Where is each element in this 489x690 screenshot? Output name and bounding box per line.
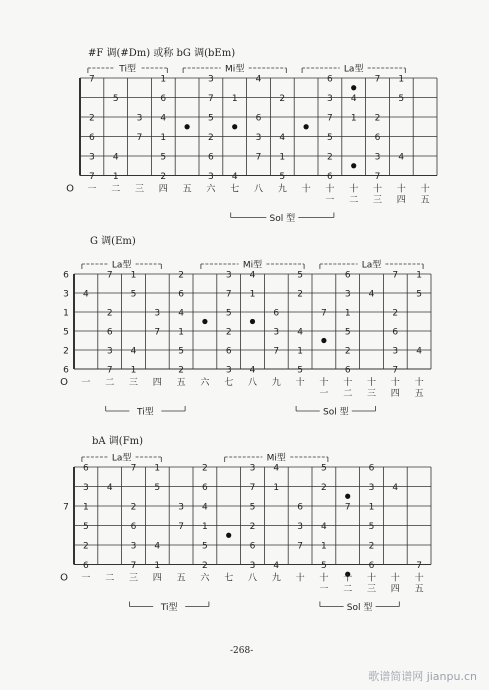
fret-label: 十 bbox=[295, 378, 305, 388]
note-number: 3 bbox=[208, 172, 214, 182]
position-dot bbox=[304, 124, 309, 129]
note-number: 2 bbox=[225, 327, 232, 338]
note-number: 2 bbox=[279, 94, 286, 104]
fret-label: 十 bbox=[366, 378, 377, 388]
note-number: 1 bbox=[130, 365, 137, 376]
note-number: 5 bbox=[249, 502, 256, 513]
fret-label: 二 bbox=[111, 184, 121, 195]
note-number: 7 bbox=[130, 463, 137, 474]
note-number: 7 bbox=[106, 365, 113, 376]
note-number: 4 bbox=[398, 152, 405, 163]
string-label: 1 bbox=[63, 308, 69, 319]
fret-label: 十 bbox=[366, 573, 377, 584]
note-number: 6 bbox=[83, 463, 89, 474]
fret-label-sub: 三 bbox=[372, 195, 383, 206]
note-number: 5 bbox=[208, 113, 214, 124]
note-number: 1 bbox=[112, 172, 119, 182]
note-number: 3 bbox=[327, 94, 333, 104]
fret-label: 三 bbox=[134, 184, 145, 195]
fret-label-sub: 三 bbox=[366, 389, 377, 399]
fret-label: 六 bbox=[200, 573, 210, 584]
scale-form-label: La型 bbox=[343, 64, 364, 75]
note-number: 5 bbox=[154, 483, 161, 493]
note-number: 4 bbox=[297, 327, 303, 338]
note-number: 1 bbox=[154, 561, 161, 571]
note-number: 2 bbox=[249, 522, 256, 532]
fret-label: 二 bbox=[105, 378, 115, 388]
fret-label: 十 bbox=[414, 573, 424, 584]
fret-label: 十 bbox=[301, 184, 311, 195]
note-number: 6 bbox=[225, 346, 232, 357]
note-number: 1 bbox=[231, 94, 238, 104]
position-dot bbox=[351, 163, 356, 168]
fret-label-sub: 四 bbox=[396, 195, 406, 206]
note-number: 3 bbox=[89, 152, 95, 163]
note-number: 4 bbox=[202, 502, 208, 513]
note-number: 6 bbox=[344, 270, 351, 281]
fret-label: 十 bbox=[396, 184, 406, 195]
note-number: 6 bbox=[89, 133, 95, 143]
string-label: 5 bbox=[63, 327, 69, 338]
note-number: 3 bbox=[249, 561, 256, 571]
fret-label: 八 bbox=[253, 184, 264, 195]
note-number: 7 bbox=[89, 74, 95, 85]
note-number: 3 bbox=[249, 463, 256, 474]
note-number: 3 bbox=[374, 152, 381, 163]
open-string-mark: O bbox=[66, 183, 74, 195]
note-number: 2 bbox=[327, 152, 333, 163]
string-label: 7 bbox=[63, 502, 69, 513]
diagram-title-3: bA 调(Fm) bbox=[92, 436, 144, 447]
fret-label: 七 bbox=[224, 378, 234, 388]
note-number: 6 bbox=[208, 152, 214, 163]
note-number: 5 bbox=[202, 541, 208, 552]
note-number: 1 bbox=[249, 289, 256, 300]
note-number: 1 bbox=[350, 113, 357, 124]
note-number: 6 bbox=[327, 74, 333, 85]
note-number: 3 bbox=[130, 541, 137, 552]
note-number: 4 bbox=[112, 152, 119, 163]
note-number: 1 bbox=[279, 152, 286, 163]
fret-label: 十 bbox=[349, 184, 359, 195]
note-number: 6 bbox=[344, 365, 351, 376]
scale-form-label: Sol 型 bbox=[323, 407, 349, 418]
fret-label: 九 bbox=[271, 573, 281, 584]
position-dot bbox=[351, 85, 356, 90]
fret-label-sub: 二 bbox=[343, 389, 353, 399]
fret-label: 十 bbox=[319, 378, 329, 388]
note-number: 1 bbox=[160, 133, 167, 143]
note-number: 7 bbox=[225, 289, 232, 300]
note-number: 5 bbox=[321, 463, 327, 474]
note-number: 1 bbox=[297, 346, 303, 357]
fret-label: 二 bbox=[105, 573, 115, 584]
note-number: 6 bbox=[327, 172, 333, 182]
fret-label-sub: 五 bbox=[414, 584, 424, 595]
note-number: 4 bbox=[273, 463, 280, 474]
note-number: 4 bbox=[178, 308, 184, 319]
fret-label: 七 bbox=[224, 573, 234, 584]
note-number: 1 bbox=[83, 502, 89, 513]
fret-label-sub: 四 bbox=[390, 584, 400, 595]
note-number: 5 bbox=[130, 289, 137, 300]
string-label: 2 bbox=[63, 346, 69, 357]
note-number: 1 bbox=[344, 308, 351, 319]
note-number: 5 bbox=[279, 172, 286, 182]
note-number: 5 bbox=[416, 289, 422, 300]
note-number: 7 bbox=[374, 172, 381, 182]
diagram-title-2: G 调(Em) bbox=[90, 236, 136, 247]
note-number: 4 bbox=[130, 346, 137, 357]
note-number: 2 bbox=[208, 133, 214, 143]
note-number: 4 bbox=[416, 346, 422, 357]
note-number: 3 bbox=[178, 502, 184, 513]
note-number: 4 bbox=[255, 74, 262, 85]
note-number: 1 bbox=[130, 270, 137, 281]
note-number: 2 bbox=[160, 172, 167, 182]
fret-label: 一 bbox=[87, 184, 97, 195]
note-number: 3 bbox=[225, 270, 232, 281]
fret-label: 三 bbox=[128, 378, 139, 388]
watermark: 歌谱简谱网 jianpu.cn bbox=[368, 670, 477, 683]
note-number: 3 bbox=[154, 308, 161, 319]
fret-label: 十 bbox=[372, 184, 383, 195]
position-dot bbox=[202, 319, 207, 324]
fret-label: 十 bbox=[325, 184, 335, 195]
note-number: 7 bbox=[89, 172, 95, 182]
fret-label: 四 bbox=[152, 378, 162, 388]
diagram-title-1: #F 调(#Dm) 或称 bG 调(bEm) bbox=[88, 48, 236, 59]
note-number: 7 bbox=[392, 270, 399, 281]
scale-form-label: La型 bbox=[361, 260, 382, 271]
note-number: 5 bbox=[368, 522, 375, 532]
note-number: 4 bbox=[231, 172, 238, 182]
scale-form-label: La型 bbox=[111, 453, 132, 464]
note-number: 5 bbox=[344, 327, 351, 338]
fret-label: 十 bbox=[390, 378, 400, 388]
note-number: 3 bbox=[136, 113, 143, 124]
note-number: 7 bbox=[136, 133, 143, 143]
note-number: 4 bbox=[392, 483, 399, 493]
fret-label: 五 bbox=[182, 184, 192, 195]
note-number: 4 bbox=[279, 133, 286, 143]
note-number: 2 bbox=[344, 346, 351, 357]
note-number: 7 bbox=[130, 561, 137, 571]
note-number: 1 bbox=[273, 483, 280, 493]
note-number: 6 bbox=[83, 561, 89, 571]
fret-label: 四 bbox=[152, 573, 162, 584]
note-number: 3 bbox=[344, 289, 351, 300]
note-number: 1 bbox=[202, 522, 208, 532]
fret-label: 十 bbox=[295, 573, 305, 584]
fret-label: 七 bbox=[230, 184, 240, 195]
note-number: 2 bbox=[392, 308, 399, 319]
note-number: 5 bbox=[160, 152, 167, 163]
note-number: 7 bbox=[273, 346, 280, 357]
note-number: 4 bbox=[160, 113, 167, 124]
string-label: 6 bbox=[63, 270, 69, 281]
note-number: 2 bbox=[202, 463, 208, 474]
scale-form-label: Ti型 bbox=[119, 64, 136, 75]
note-number: 2 bbox=[130, 502, 137, 513]
note-number: 6 bbox=[160, 94, 167, 104]
note-number: 2 bbox=[297, 289, 303, 300]
fret-label-sub: 五 bbox=[414, 389, 424, 399]
scale-form-label: Ti型 bbox=[160, 603, 178, 613]
fret-label: 十 bbox=[414, 378, 424, 388]
note-number: 5 bbox=[83, 522, 89, 532]
open-string-mark: O bbox=[60, 572, 68, 584]
note-number: 7 bbox=[327, 113, 333, 124]
fret-label: 十 bbox=[343, 573, 353, 584]
fret-label-sub: 二 bbox=[343, 584, 353, 595]
note-number: 6 bbox=[106, 327, 113, 338]
note-number: 5 bbox=[321, 561, 327, 571]
note-number: 6 bbox=[249, 541, 256, 552]
fret-label: 八 bbox=[247, 573, 258, 584]
fret-label: 十 bbox=[343, 378, 353, 388]
fret-label: 一 bbox=[81, 378, 91, 388]
note-number: 7 bbox=[208, 94, 214, 104]
note-number: 6 bbox=[392, 327, 399, 338]
scale-form-label: Ti型 bbox=[137, 407, 154, 418]
note-number: 4 bbox=[249, 270, 256, 281]
scale-form-label: Sol 型 bbox=[346, 603, 373, 613]
fret-label-sub: 一 bbox=[319, 389, 329, 399]
note-number: 6 bbox=[297, 502, 303, 513]
note-number: 4 bbox=[368, 289, 375, 300]
note-number: 5 bbox=[112, 94, 119, 104]
note-number: 5 bbox=[398, 94, 405, 104]
note-number: 6 bbox=[202, 483, 208, 493]
fret-label: 四 bbox=[158, 184, 168, 195]
position-dot bbox=[345, 494, 350, 499]
fret-label: 三 bbox=[128, 573, 139, 584]
note-number: 4 bbox=[106, 483, 113, 493]
note-number: 6 bbox=[178, 289, 184, 300]
note-number: 7 bbox=[154, 327, 161, 338]
open-string-mark: O bbox=[60, 377, 68, 388]
fret-label-sub: 一 bbox=[325, 195, 335, 206]
position-dot bbox=[226, 533, 231, 538]
note-number: 4 bbox=[321, 522, 327, 532]
note-number: 3 bbox=[273, 327, 280, 338]
scale-form-label: La型 bbox=[111, 260, 132, 271]
note-number: 1 bbox=[368, 502, 375, 513]
note-number: 7 bbox=[374, 74, 381, 85]
fret-label: 十 bbox=[390, 573, 400, 584]
scale-form-label: Mi型 bbox=[266, 453, 286, 464]
note-number: 1 bbox=[154, 463, 161, 474]
fret-label-sub: 三 bbox=[366, 584, 377, 595]
scale-form-label: Sol 型 bbox=[269, 214, 296, 224]
note-number: 5 bbox=[297, 365, 303, 376]
note-number: 2 bbox=[83, 541, 89, 552]
note-number: 5 bbox=[327, 133, 333, 143]
fret-label: 一 bbox=[81, 573, 91, 584]
fret-label: 八 bbox=[247, 378, 258, 388]
note-number: 7 bbox=[249, 483, 256, 493]
note-number: 3 bbox=[106, 346, 113, 357]
note-number: 3 bbox=[255, 133, 262, 143]
note-number: 7 bbox=[392, 365, 399, 376]
fret-label-sub: 二 bbox=[349, 195, 359, 206]
note-number: 1 bbox=[398, 74, 405, 85]
note-number: 2 bbox=[368, 541, 375, 552]
note-number: 7 bbox=[416, 561, 422, 571]
note-number: 2 bbox=[106, 308, 113, 319]
note-number: 3 bbox=[368, 483, 375, 493]
note-number: 7 bbox=[106, 270, 113, 281]
note-number: 3 bbox=[83, 483, 89, 493]
note-number: 2 bbox=[178, 270, 184, 281]
scale-form-label: Mi型 bbox=[225, 64, 245, 75]
position-dot bbox=[321, 338, 326, 343]
page-number: -268- bbox=[230, 646, 254, 656]
note-number: 6 bbox=[273, 308, 280, 319]
note-number: 1 bbox=[321, 541, 327, 552]
note-number: 1 bbox=[416, 270, 422, 281]
note-number: 1 bbox=[178, 327, 184, 338]
note-number: 4 bbox=[350, 94, 357, 104]
note-number: 5 bbox=[297, 270, 303, 281]
note-number: 3 bbox=[225, 365, 232, 376]
note-number: 2 bbox=[321, 483, 327, 493]
note-number: 4 bbox=[273, 561, 280, 571]
note-number: 4 bbox=[83, 289, 89, 300]
note-number: 6 bbox=[374, 133, 381, 143]
position-dot bbox=[232, 124, 237, 129]
note-number: 6 bbox=[255, 113, 262, 124]
note-number: 3 bbox=[297, 522, 303, 532]
note-number: 5 bbox=[225, 308, 232, 319]
fret-label: 九 bbox=[271, 378, 281, 388]
note-number: 6 bbox=[368, 463, 375, 474]
note-number: 4 bbox=[249, 365, 256, 376]
position-dot bbox=[185, 124, 190, 129]
note-number: 4 bbox=[154, 541, 161, 552]
fret-label: 五 bbox=[176, 378, 186, 388]
fret-label: 九 bbox=[277, 184, 287, 195]
note-number: 6 bbox=[368, 561, 375, 571]
string-label: 6 bbox=[63, 365, 69, 376]
fret-label: 十 bbox=[319, 573, 329, 584]
note-number: 2 bbox=[202, 561, 208, 571]
fret-label-sub: 一 bbox=[319, 584, 329, 595]
fret-label: 六 bbox=[206, 184, 216, 195]
note-number: 6 bbox=[130, 522, 137, 532]
note-number: 1 bbox=[160, 74, 167, 85]
fret-label: 十 bbox=[420, 184, 430, 195]
fret-label-sub: 五 bbox=[420, 195, 430, 206]
note-number: 7 bbox=[321, 308, 327, 319]
note-number: 2 bbox=[178, 365, 184, 376]
note-number: 3 bbox=[208, 74, 214, 85]
note-number: 2 bbox=[374, 113, 381, 124]
scale-form-label: Mi型 bbox=[242, 260, 263, 271]
note-number: 7 bbox=[297, 541, 303, 552]
note-number: 3 bbox=[392, 346, 399, 357]
position-dot bbox=[250, 319, 255, 324]
fret-label-sub: 四 bbox=[390, 389, 400, 399]
note-number: 7 bbox=[255, 152, 262, 163]
note-number: 5 bbox=[178, 346, 184, 357]
string-label: 3 bbox=[63, 289, 69, 300]
fret-label: 五 bbox=[176, 573, 186, 584]
fret-label: 六 bbox=[200, 378, 210, 388]
note-number: 7 bbox=[344, 502, 351, 513]
note-number: 7 bbox=[178, 522, 184, 532]
note-number: 2 bbox=[89, 113, 95, 124]
